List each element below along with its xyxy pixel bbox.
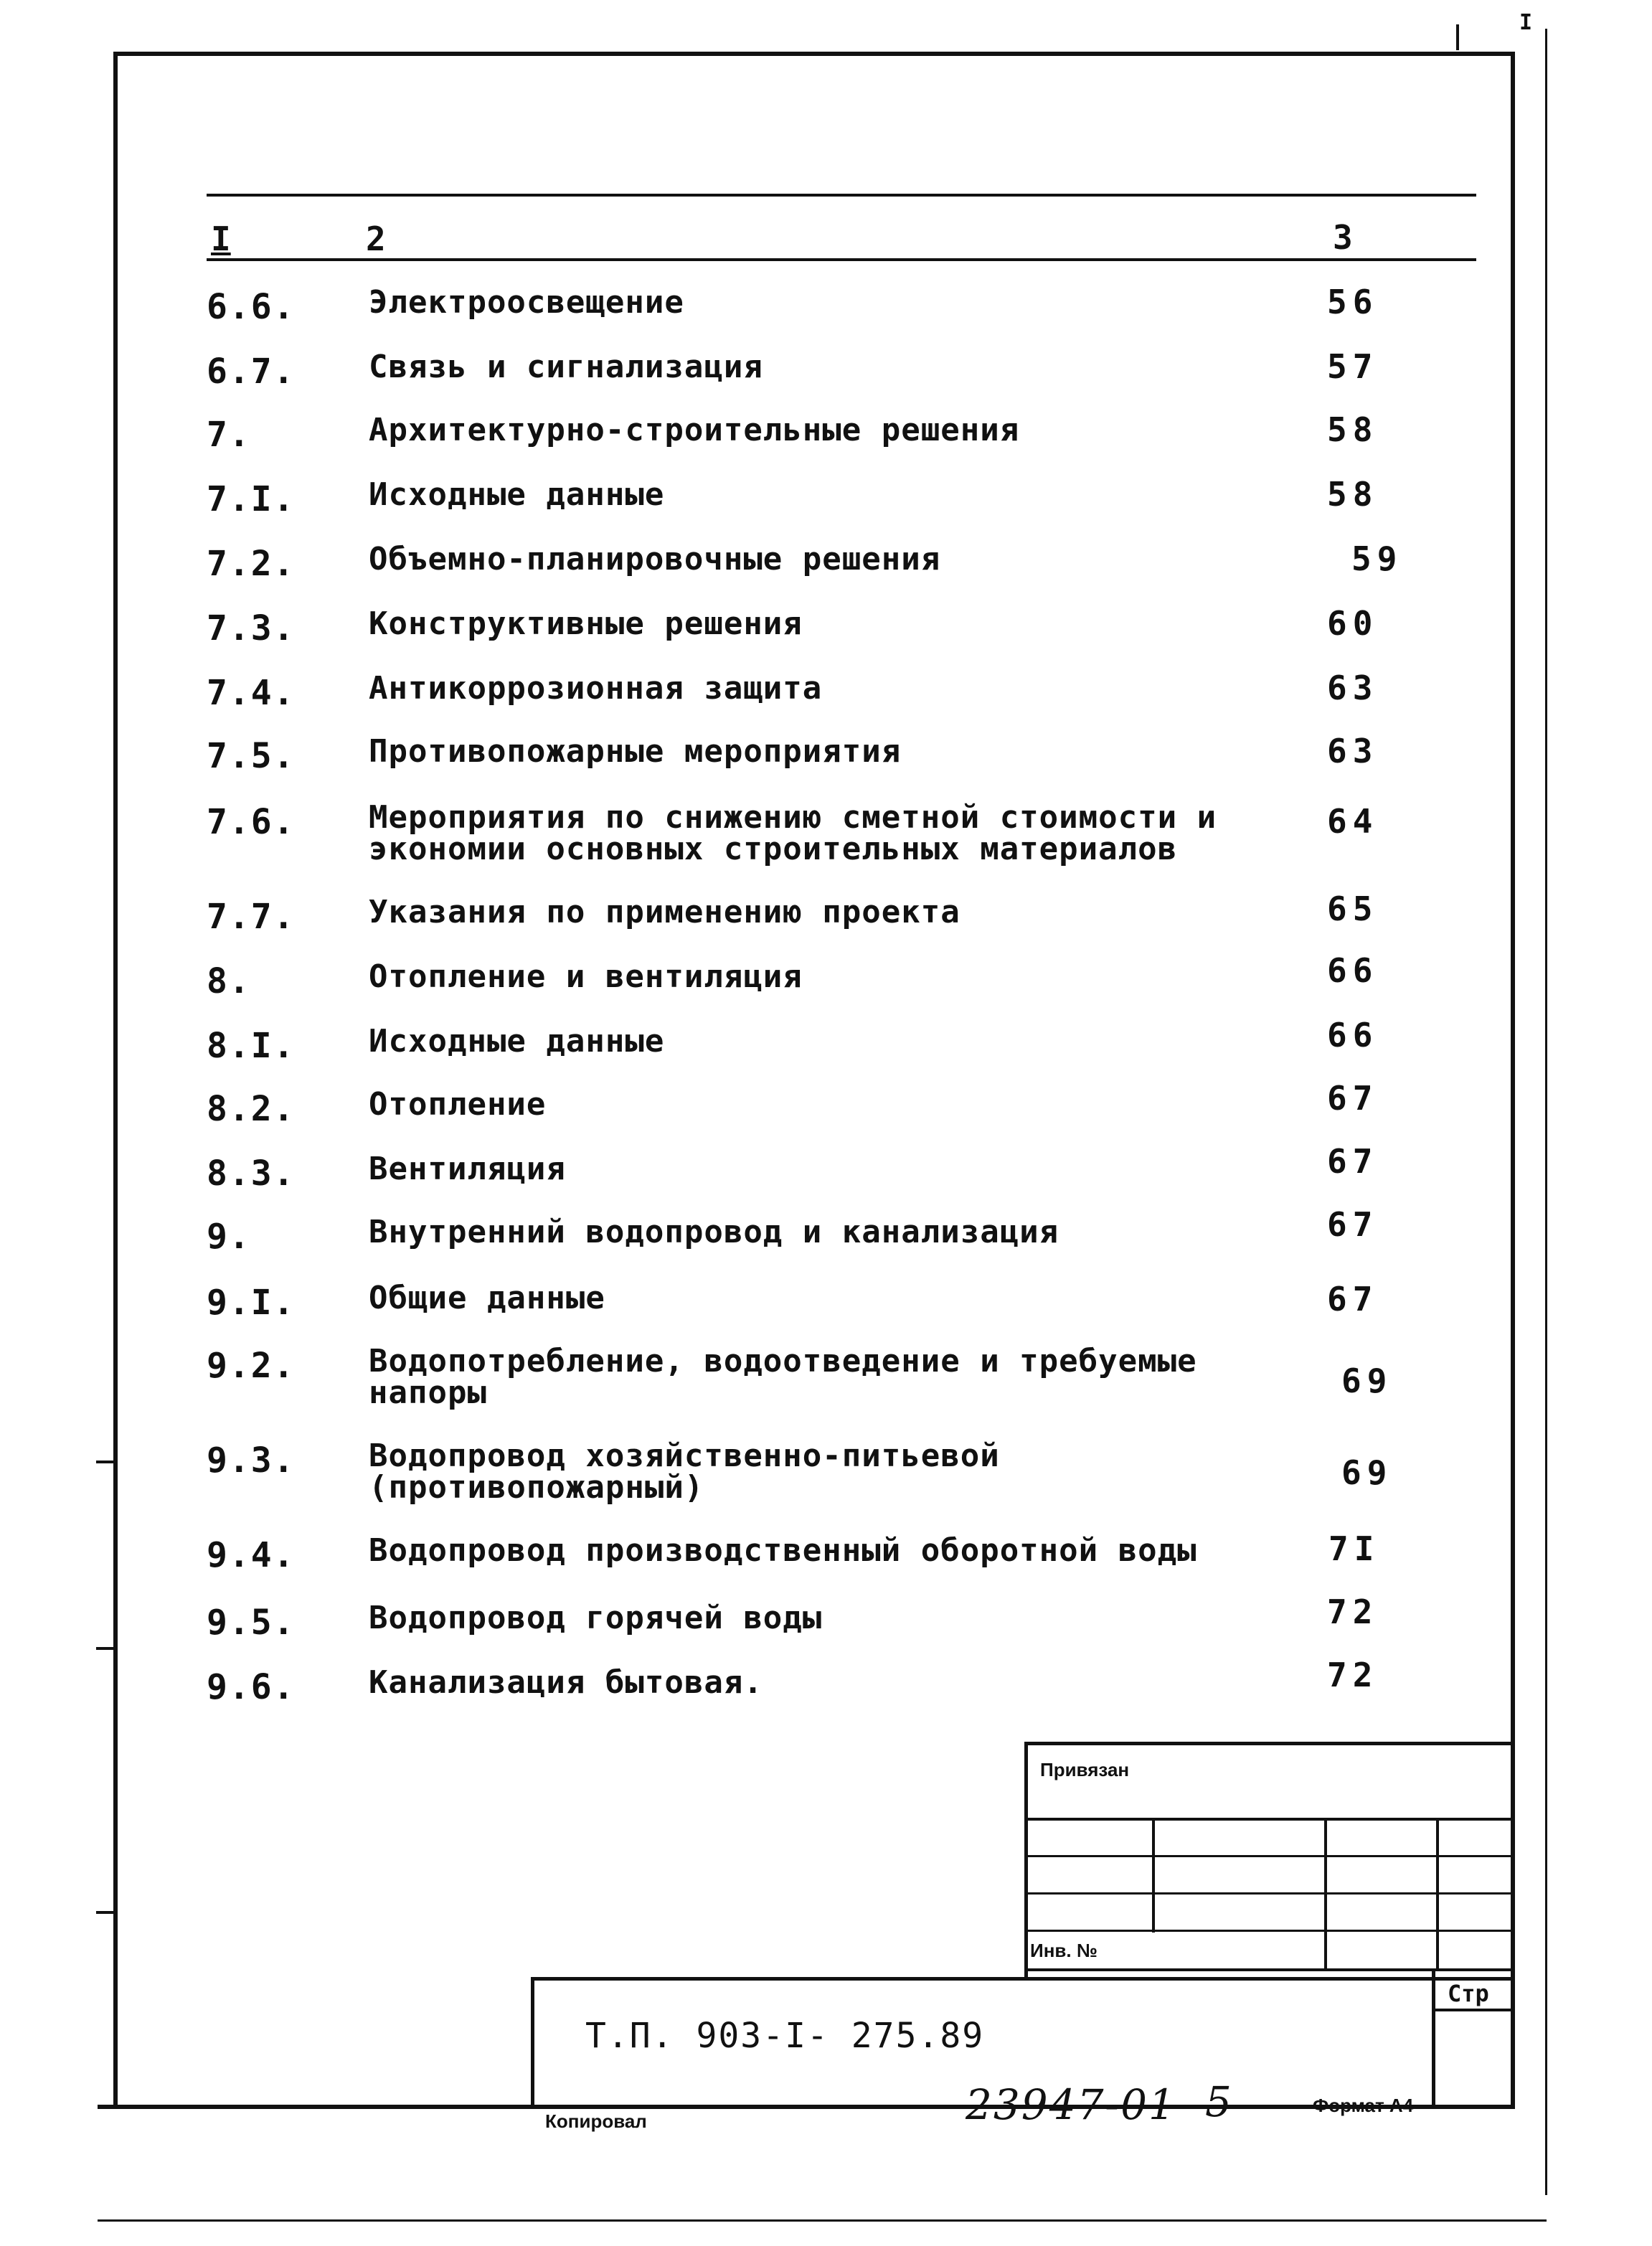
toc-row-title: Водопровод производственный оборотной воды xyxy=(369,1532,1197,1569)
corner-tick xyxy=(1456,24,1459,50)
sheet-number: 5 xyxy=(1205,2077,1233,2126)
toc-row-title: Водопотребление, водоотведение и требуемые напоры xyxy=(369,1343,1197,1411)
toc-row-number: 7.3. xyxy=(207,608,296,648)
toc-row-title: Противопожарные мероприятия xyxy=(369,733,902,770)
toc-row-page: 66 xyxy=(1327,1016,1379,1054)
toc-row-title: Связь и сигнализация xyxy=(369,349,763,385)
toc-row-number: 7. xyxy=(207,415,251,455)
toc-row-number: 9.3. xyxy=(207,1440,296,1481)
toc-row-title: Водопровод хозяйственно-питьевой (противопожарный) xyxy=(369,1438,1000,1506)
toc-row-number: 8.3. xyxy=(207,1153,296,1194)
toc-row-number: 7.7. xyxy=(207,897,296,937)
toc-row xyxy=(0,539,1652,601)
toc-row xyxy=(0,1280,1652,1340)
toc-row-number: 9.4. xyxy=(207,1535,296,1575)
toc-row xyxy=(0,951,1652,1019)
toc-top-rule xyxy=(207,194,1476,197)
toc-row-number: 8.I. xyxy=(207,1026,296,1066)
toc-row-title: Общие данные xyxy=(369,1280,605,1316)
toc-row xyxy=(0,1440,1652,1519)
toc-row-title: Антикоррозионная защита xyxy=(369,670,823,707)
toc-row-page: 65 xyxy=(1327,890,1379,928)
toc-row-page: 63 xyxy=(1327,732,1379,770)
toc-row-title: Отопление xyxy=(369,1086,547,1123)
toc-col-2-header: 2 xyxy=(366,220,386,258)
toc-row-number: 9. xyxy=(207,1217,251,1257)
copied-by-label: Копировал xyxy=(545,2110,647,2132)
toc-row xyxy=(0,890,1652,954)
toc-row xyxy=(0,475,1652,537)
toc-row-number: 9.I. xyxy=(207,1283,296,1323)
toc-row xyxy=(0,1016,1652,1083)
toc-row-number: 6.7. xyxy=(207,351,296,392)
toc-row-title: Вентиляция xyxy=(369,1151,566,1187)
frame-bottom xyxy=(98,2105,1515,2109)
toc-row-title: Внутренний водопровод и канализация xyxy=(369,1214,1059,1250)
toc-row-title: Исходные данные xyxy=(369,476,665,513)
toc-row-title: Водопровод горячей воды xyxy=(369,1600,823,1636)
toc-row-page: 56 xyxy=(1327,283,1379,321)
toc-row-number: 8. xyxy=(207,961,251,1001)
toc-col-1-header: I xyxy=(211,220,231,258)
document-code: Т.П. 903-I- 275.89 xyxy=(585,2016,985,2056)
toc-row-page: 58 xyxy=(1327,475,1379,514)
toc-row-page: 69 xyxy=(1341,1362,1393,1400)
toc-row-number: 9.2. xyxy=(207,1346,296,1386)
toc-row-title: Архитектурно-строительные решения xyxy=(369,412,1020,448)
toc-row-page: 72 xyxy=(1327,1593,1379,1631)
privyazan-label: Привязан xyxy=(1040,1759,1130,1780)
page-edge-bottom xyxy=(98,2219,1547,2222)
toc-row-page: 63 xyxy=(1327,669,1379,707)
sheet-label: Стр xyxy=(1448,1980,1489,2007)
toc-header-rule xyxy=(207,258,1476,261)
toc-row-page: 67 xyxy=(1327,1280,1379,1318)
toc-row-number: 7.6. xyxy=(207,802,296,842)
toc-row xyxy=(0,669,1652,730)
toc-row-number: 7.5. xyxy=(207,736,296,776)
order-number: 23947-01 xyxy=(966,2080,1176,2129)
toc-row-page: 7I xyxy=(1328,1529,1380,1568)
frame-top xyxy=(115,52,1514,56)
toc-row xyxy=(0,1529,1652,1593)
toc-row-page: 67 xyxy=(1327,1142,1379,1181)
toc-row-page: 67 xyxy=(1327,1079,1379,1118)
toc-row-title: Мероприятия по снижению сметной стоимости и экономии основных строительных материалов xyxy=(369,799,1217,867)
toc-row-number: 9.5. xyxy=(207,1603,296,1643)
binding-tick-3 xyxy=(96,1911,116,1914)
toc-row xyxy=(0,1079,1652,1146)
toc-row xyxy=(0,410,1652,472)
toc-row-page: 58 xyxy=(1327,410,1379,449)
toc-row xyxy=(0,1593,1652,1660)
toc-row-page: 59 xyxy=(1351,539,1403,578)
toc-row-title: Канализация бытовая. xyxy=(369,1664,763,1701)
toc-row-title: Указания по применению проекта xyxy=(369,894,960,930)
toc-row-page: 64 xyxy=(1327,802,1379,841)
toc-row-title: Отопление и вентиляция xyxy=(369,958,803,995)
toc-row-number: 8.2. xyxy=(207,1089,296,1129)
toc-row-title: Исходные данные xyxy=(369,1023,665,1060)
toc-col-3-header: 3 xyxy=(1333,218,1353,257)
toc-row-number: 7.2. xyxy=(207,544,296,584)
toc-row-page: 69 xyxy=(1341,1453,1393,1492)
toc-row xyxy=(0,604,1652,666)
toc-row xyxy=(0,1343,1652,1425)
toc-row xyxy=(0,799,1652,881)
toc-row xyxy=(0,283,1652,344)
format-label: Формат А4 xyxy=(1313,2095,1414,2116)
toc-row-page: 66 xyxy=(1327,951,1379,990)
toc-row-number: 7.I. xyxy=(207,479,296,519)
toc-row xyxy=(0,1142,1652,1211)
toc-row-title: Конструктивные решения xyxy=(369,605,803,642)
toc-row xyxy=(0,1656,1652,1724)
corner-mark: I xyxy=(1519,10,1533,35)
toc-row-page: 67 xyxy=(1327,1205,1379,1244)
toc-row-number: 7.4. xyxy=(207,673,296,713)
toc-row-number: 9.6. xyxy=(207,1667,296,1707)
toc-row-page: 60 xyxy=(1327,604,1379,643)
toc-row-title: Электроосвещение xyxy=(369,284,684,321)
toc-row-title: Объемно-планировочные решения xyxy=(369,541,941,577)
inventory-number-label: Инв. № xyxy=(1030,1940,1098,1961)
toc-row xyxy=(0,1205,1652,1274)
toc-row xyxy=(0,347,1652,409)
toc-row-page: 72 xyxy=(1327,1656,1379,1694)
toc-row xyxy=(0,732,1652,793)
toc-row-number: 6.6. xyxy=(207,287,296,327)
toc-row-page: 57 xyxy=(1327,347,1379,386)
